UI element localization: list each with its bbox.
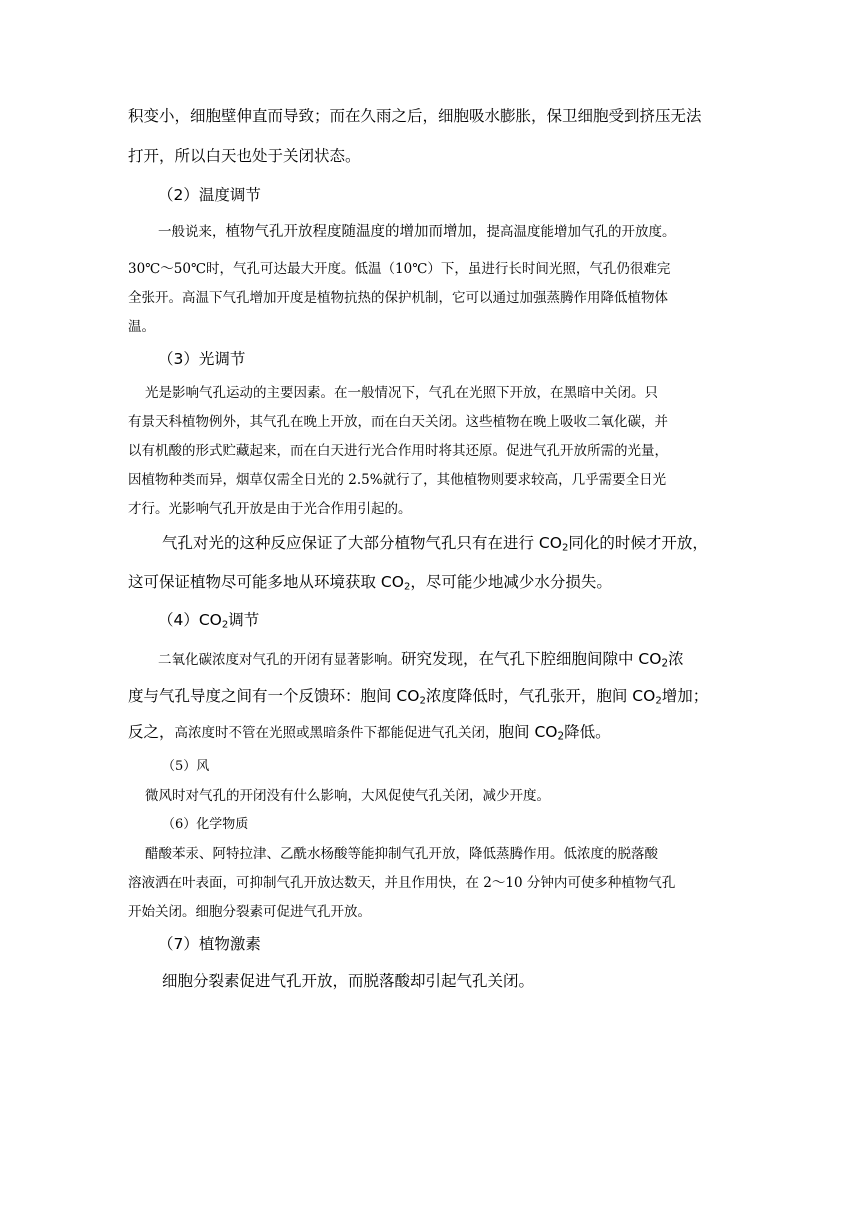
section-6-line-1: 醋酸苯汞、阿特拉津、乙酰水杨酸等能抑制气孔开放，降低蒸腾作用。低浓度的脱落酸 bbox=[145, 846, 658, 862]
section-4-line-3-part-c: 胞间 CO bbox=[498, 723, 558, 741]
section-7-line-1: 细胞分裂素促进气孔开放，而脱落酸却引起气孔关闭。 bbox=[162, 972, 535, 990]
section-4-heading-a: （4）CO bbox=[158, 611, 222, 629]
section-4-heading-b: 调节 bbox=[228, 611, 260, 629]
co2-subscript: 2 bbox=[561, 542, 569, 554]
co2-subscript: 2 bbox=[655, 695, 662, 707]
section-4-line-1-part-b: 研究发现，在气孔下腔细胞间隙中 CO bbox=[401, 650, 662, 668]
section-2-line-3: 全张开。高温下气孔增加开度是植物抗热的保护机制，它可以通过加强蒸腾作用降低植物体 bbox=[128, 290, 668, 306]
section-4-line-2-part-a: 度与气孔导度之间有一个反馈环：胞间 CO bbox=[128, 687, 420, 705]
section-2-heading: （2）温度调节 bbox=[158, 186, 261, 204]
co2-subscript: 2 bbox=[419, 695, 426, 707]
section-3-bold-line-2-text-a: 这可保证植物尽可能多地从环境获取 CO bbox=[128, 573, 404, 591]
section-5-line-1: 微风时对气孔的开闭没有什么影响，大风促使气孔关闭，减少开度。 bbox=[145, 788, 550, 804]
section-3-line-3: 以有机酸的形式贮藏起来，而在白天进行光合作用时将其还原。促进气孔开放所需的光量， bbox=[128, 443, 668, 459]
section-4-line-3 bbox=[128, 720, 611, 743]
co2-subscript: 2 bbox=[403, 581, 411, 593]
section-3-heading: （3）光调节 bbox=[158, 350, 246, 368]
section-4-line-1 bbox=[158, 647, 684, 670]
intro-line-2: 打开，所以白天也处于关闭状态。 bbox=[128, 147, 361, 165]
co2-subscript: 2 bbox=[661, 657, 669, 670]
section-6-heading: （6）化学物质 bbox=[162, 817, 249, 832]
section-4-heading bbox=[158, 608, 259, 631]
section-7-heading: （7）植物激素 bbox=[158, 935, 261, 953]
section-3-line-4: 因植物种类而异，烟草仅需全日光的 2.5%就行了，其他植物则要求较高，几乎需要全日光 bbox=[128, 472, 667, 488]
section-5-heading: （5）风 bbox=[162, 759, 210, 774]
section-4-line-3-part-a: 反之， bbox=[128, 723, 175, 741]
section-3-line-2: 有景天科植物例外，其气孔在晚上开放，而在白天关闭。这些植物在晚上吸收二氧化碳，并 bbox=[128, 414, 668, 430]
section-4-line-2-part-b: 浓度降低时，气孔张开，胞间 CO bbox=[425, 687, 656, 705]
section-3-bold-line-1-text-a: 气孔对光的这种反应保证了大部分植物气孔只有在进行 CO bbox=[162, 534, 562, 552]
intro-line-1: 积变小，细胞壁伸直而导致；而在久雨之后，细胞吸水膨胀，保卫细胞受到挤压无法 bbox=[128, 107, 702, 125]
section-2-line-4: 温。 bbox=[128, 319, 155, 335]
section-3-line-5: 才行。光影响气孔开放是由于光合作用引起的。 bbox=[128, 501, 412, 517]
section-3-bold-line-2-text-b: ，尽可能少地减少水分损失。 bbox=[410, 573, 612, 591]
section-3-bold-line-1-text-b: 同化的时候才开放， bbox=[568, 534, 708, 552]
section-4-line-2-part-c: 增加； bbox=[661, 687, 709, 705]
section-4-line-3-part-b: 高浓度时不管在光照或黑暗条件下都能促进气孔关闭， bbox=[174, 725, 499, 741]
section-4-line-1-part-a: 二氧化碳浓度对气孔的开闭有显著影响。 bbox=[158, 652, 401, 668]
section-6-line-3: 开始关闭。细胞分裂素可促进气孔开放。 bbox=[128, 904, 371, 920]
section-3-bold-line-2 bbox=[128, 570, 612, 593]
co2-subscript: 2 bbox=[557, 730, 565, 743]
section-2-line-1-part-b: 植物气孔开放程度随温度的增加而增加， bbox=[225, 224, 487, 240]
section-2-line-1-part-a: 一般说来， bbox=[158, 224, 226, 240]
section-4-line-2 bbox=[128, 684, 708, 707]
section-2-line-1-part-c: 提高温度能增加气孔的开放度。 bbox=[486, 224, 676, 240]
section-4-line-1-part-c: 浓 bbox=[668, 650, 684, 668]
co2-subscript: 2 bbox=[221, 619, 229, 631]
section-2-line-2: 30℃～50℃时，气孔可达最大开度。低温（10℃）下，虽进行长时间光照，气孔仍很难完 bbox=[128, 261, 671, 277]
section-3-bold-line-1 bbox=[162, 531, 708, 554]
section-3-line-1: 光是影响气孔运动的主要因素。在一般情况下，气孔在光照下开放，在黑暗中关闭。只 bbox=[145, 385, 658, 401]
section-6-line-2: 溶液洒在叶表面，可抑制气孔开放达数天，并且作用快，在 2～10 分钟内可使多种植物气孔 bbox=[128, 875, 676, 891]
section-4-line-3-part-d: 降低。 bbox=[564, 723, 611, 741]
section-2-line-1 bbox=[158, 220, 676, 241]
